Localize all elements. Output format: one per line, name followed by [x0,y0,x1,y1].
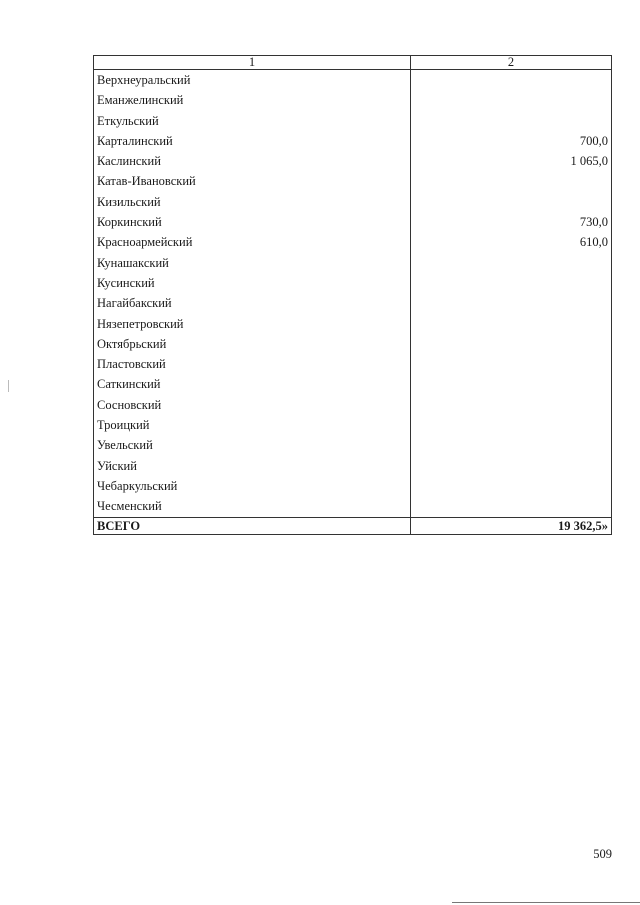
allocation-table [93,55,612,535]
district-name: Коркинский [94,212,411,232]
district-value [411,476,612,496]
district-name: Кунашакский [94,253,411,273]
table-row [94,476,612,496]
district-name: Кизильский [94,192,411,212]
table-row [94,395,612,415]
district-name: Пластовский [94,354,411,374]
table-row [94,374,612,394]
district-value [411,395,612,415]
district-name: Чесменский [94,496,411,517]
district-value [411,90,612,110]
table-row [94,314,612,334]
district-name: Уйский [94,456,411,476]
district-value [411,496,612,517]
district-value [411,374,612,394]
district-name: Чебаркульский [94,476,411,496]
table-body [94,70,612,518]
district-value [411,70,612,91]
table-row [94,131,612,151]
district-value [411,192,612,212]
header-row [94,56,612,70]
district-value [411,293,612,313]
margin-mark [8,380,9,392]
district-name: Октябрьский [94,334,411,354]
district-value [411,171,612,191]
district-value [411,253,612,273]
footer-rule [452,902,640,903]
page-number: 509 [593,847,612,861]
table-row [94,232,612,252]
district-value [411,111,612,131]
district-name: Еманжелинский [94,90,411,110]
table-row [94,334,612,354]
district-name: Еткульский [94,111,411,131]
district-name: Красноармейский [94,232,411,252]
district-name: Нагайбакский [94,293,411,313]
district-name: Катав-Ивановский [94,171,411,191]
table-row [94,253,612,273]
district-value [411,354,612,374]
district-value [411,456,612,476]
table-row [94,171,612,191]
table-row [94,212,612,232]
total-value: 19 362,5» [411,517,612,534]
table-row [94,111,612,131]
total-row [94,517,612,534]
table-row [94,151,612,171]
district-name: Троицкий [94,415,411,435]
district-value [411,435,612,455]
district-value: 730,0 [411,212,612,232]
district-name: Каслинский [94,151,411,171]
total-label: ВСЕГО [94,517,411,534]
district-value [411,314,612,334]
table-row [94,415,612,435]
district-name: Сосновский [94,395,411,415]
table-row [94,70,612,91]
header-col-2: 2 [411,56,612,70]
table-row [94,90,612,110]
district-value: 1 065,0 [411,151,612,171]
district-value: 610,0 [411,232,612,252]
district-name: Карталинский [94,131,411,151]
table-row [94,192,612,212]
district-value [411,273,612,293]
table-row [94,496,612,517]
district-value [411,415,612,435]
district-name: Верхнеуральский [94,70,411,91]
header-col-1: 1 [94,56,411,70]
district-name: Кусинский [94,273,411,293]
district-value: 700,0 [411,131,612,151]
table-row [94,273,612,293]
district-name: Саткинский [94,374,411,394]
district-value [411,334,612,354]
district-name: Увельский [94,435,411,455]
district-name: Нязепетровский [94,314,411,334]
table-row [94,354,612,374]
table-row [94,293,612,313]
table-row [94,435,612,455]
table-row [94,456,612,476]
